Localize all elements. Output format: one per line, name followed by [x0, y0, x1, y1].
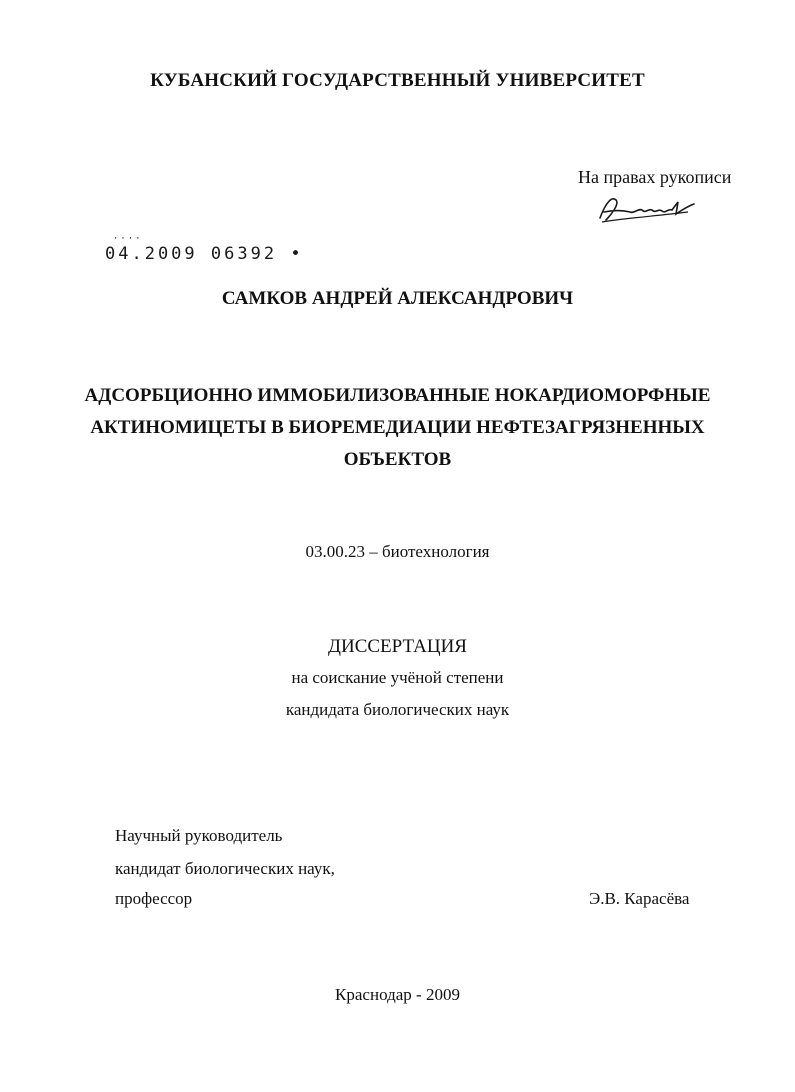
supervisor-title: профессор	[115, 889, 193, 908]
degree-line-1: на соискание учёной степени	[291, 668, 504, 687]
author-name: САМКОВ АНДРЕЙ АЛЕКСАНДРОВИЧ	[221, 288, 574, 309]
manuscript-rights-note: На правах рукописи	[578, 167, 732, 187]
title-line-3: ОБЪЕКТОВ	[343, 449, 452, 470]
supervisor-degree: кандидат биологических наук,	[115, 859, 335, 878]
work-type: ДИССЕРТАЦИЯ	[328, 636, 467, 657]
registry-number-stamp	[105, 234, 304, 264]
supervisor-label: Научный руководитель	[115, 826, 283, 845]
university-name: КУБАНСКИЙ ГОСУДАРСТВЕННЫЙ УНИВЕРСИТЕТ	[150, 70, 645, 91]
stamp-dots: ⋅⋅⋅⋅	[113, 234, 143, 244]
signature-icon	[596, 192, 696, 226]
dissertation-title	[0, 380, 795, 476]
degree-line-2: кандидата биологических наук	[285, 700, 510, 719]
city-year: Краснодар - 2009	[335, 985, 460, 1004]
stamp-mark: •	[290, 244, 304, 264]
title-line-2: АКТИНОМИЦЕТЫ В БИОРЕМЕДИАЦИИ НЕФТЕЗАГРЯЗНЕННЫХ	[90, 417, 705, 438]
supervisor-name: Э.В. Карасёва	[589, 889, 690, 908]
specialty-code: 03.00.23 – биотехнология	[305, 542, 490, 561]
registry-number-text: 04.2009 06392	[105, 244, 278, 264]
title-line-1: АДСОРБЦИОННО ИММОБИЛИЗОВАННЫЕ НОКАРДИОМОРФНЫЕ	[84, 385, 711, 406]
